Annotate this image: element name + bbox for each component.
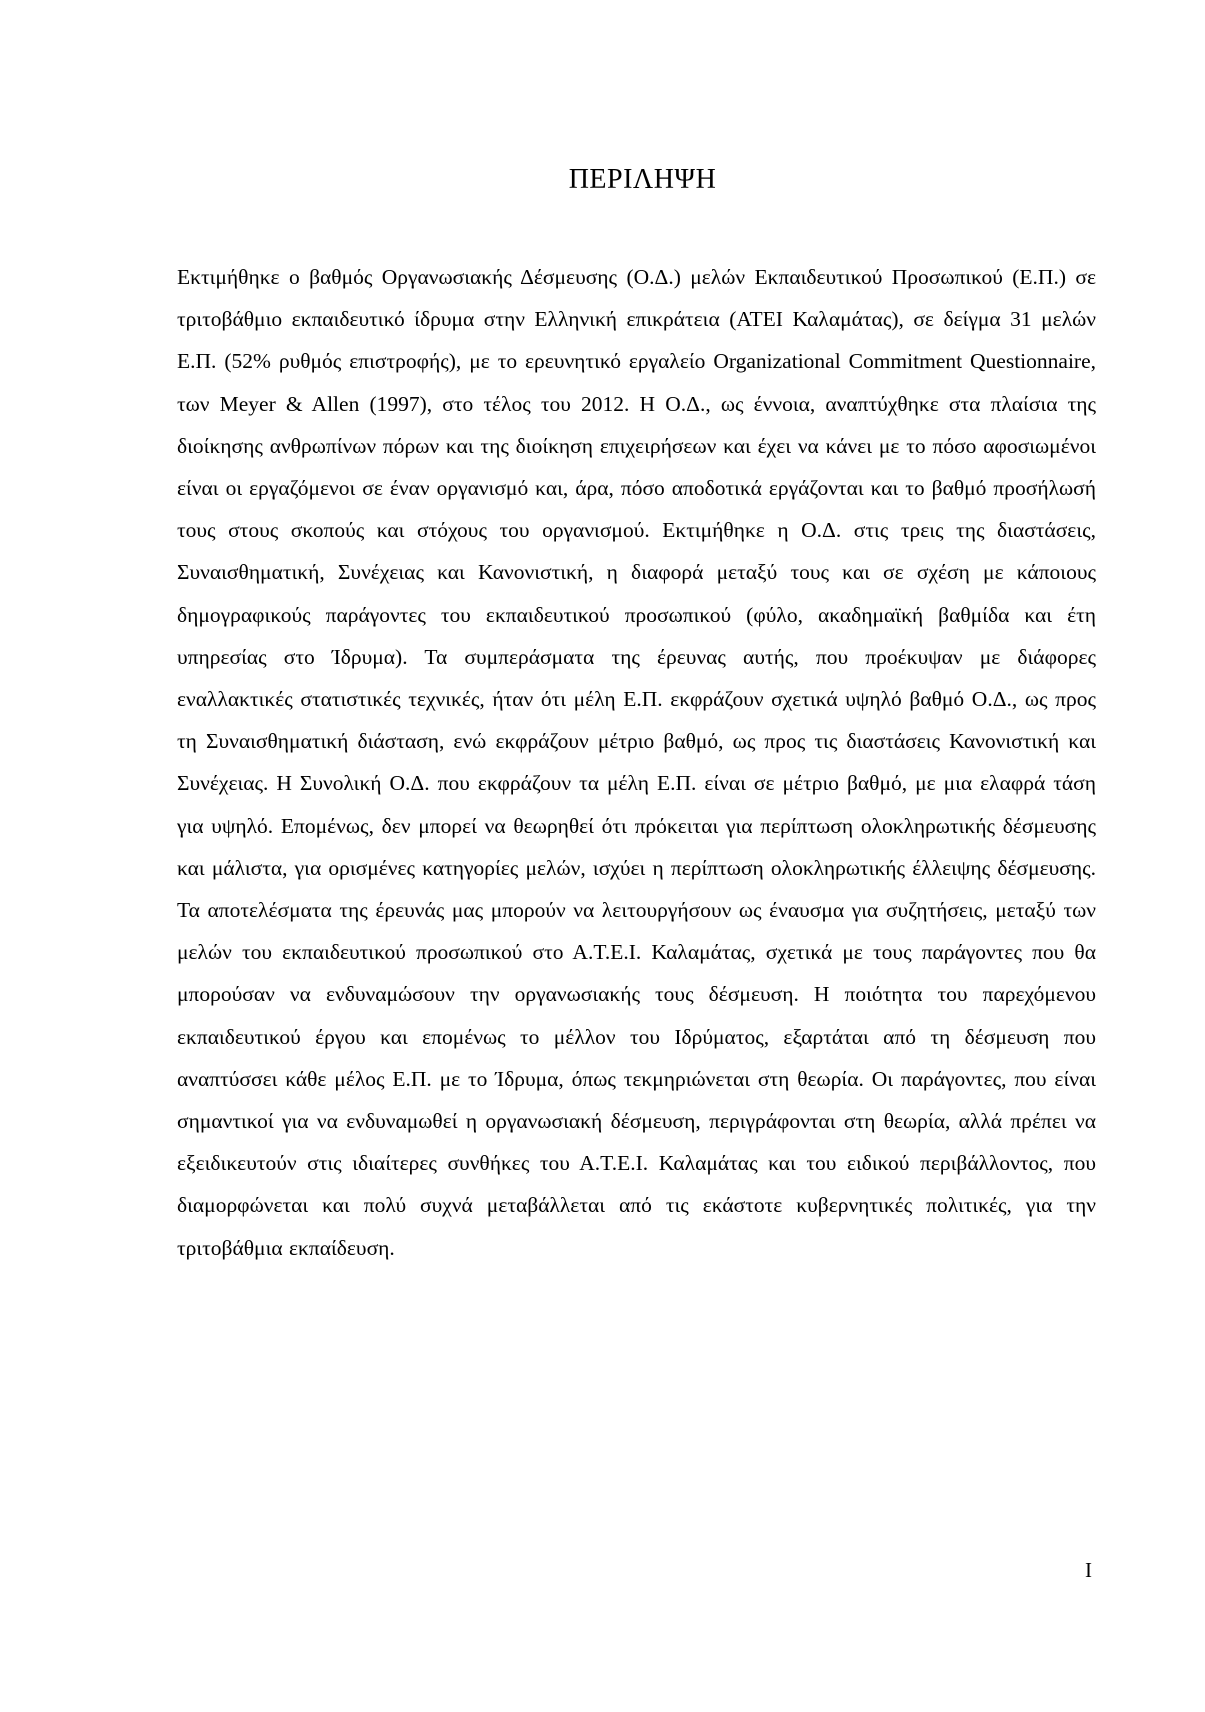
page-number: I bbox=[1085, 1558, 1092, 1582]
page-title: ΠΕΡΙΛΗΨΗ bbox=[568, 164, 717, 195]
abstract-paragraph: Εκτιμήθηκε ο βαθμός Οργανωσιακής Δέσμευσης (Ο.Δ.) μελών Εκπαιδευτικού Προσωπικού (Ε.Π.) σε τριτοβάθμιο εκπαιδευτικό ίδρυμα στην Ελληνική επικράτεια (ΑΤΕΙ Καλαμάτας), σε δείγμα 31 μελών Ε.Π. (52% ρυθμός επιστροφής), με το ερευνητικό εργαλείο Organizational Commitment Questionnaire, των Meyer & Allen (1997), στο τέλος του 2012. Η Ο.Δ., ως έννοια, αναπτύχθηκε στα πλαίσια της διοίκησης ανθρωπίνων πόρων και της διοίκηση επιχειρήσεων και έχει να κάνει με το πόσο αφοσιωμένοι είναι οι εργαζόμενοι σε έναν οργανισμό και, άρα, πόσο αποδοτικά εργάζονται και το βαθμό προσήλωσή τους στους σκοπούς και στόχους του οργανισμού. Εκτιμήθηκε η Ο.Δ. στις τρεις της διαστάσεις, Συναισθηματική, Συνέχειας και Κανονιστική, η διαφορά μεταξύ τους και σε σχέση με κάποιους δημογραφικούς παράγοντες του εκπαιδευτικού προσωπικού (φύλο, ακαδημαϊκή βαθμίδα και έτη υπηρεσίας στο Ίδρυμα). Τα συμπεράσματα της έρευνας αυτής, που προέκυψαν με διάφορες εναλλακτικές στατιστικές τεχνικές, ήταν ότι μέλη Ε.Π. εκφράζουν σχετικά υψηλό βαθμό Ο.Δ., ως προς τη Συναισθηματική διάσταση, ενώ εκφράζουν μέτριο βαθμό, ως προς τις διαστάσεις Κανονιστική και Συνέχειας. Η Συνολική Ο.Δ. που εκφράζουν τα μέλη Ε.Π. είναι σε μέτριο βαθμό, με μια ελαφρά τάση για υψηλό. Επομένως, δεν μπορεί να θεωρηθεί ότι πρόκειται για περίπτωση ολοκληρωτικής δέσμευσης και μάλιστα, για ορισμένες κατηγορίες μελών, ισχύει η περίπτωση ολοκληρωτικής έλλειψης δέσμευσης. Τα αποτελέσματα της έρευνάς μας μπορούν να λειτουργήσουν ως έναυσμα για συζητήσεις, μεταξύ των μελών του εκπαιδευτικού προσωπικού στο Α.Τ.Ε.Ι. Καλαμάτας, σχετικά με τους παράγοντες που θα μπορούσαν να ενδυναμώσουν την οργανωσιακής τους δέσμευση. Η ποιότητα του παρεχόμενου εκπαιδευτικού έργου και επομένως το μέλλον του Ιδρύματος, εξαρτάται από τη δέσμευση που αναπτύσσει κάθε μέλος Ε.Π. με το Ίδρυμα, όπως τεκμηριώνεται στη θεωρία. Οι παράγοντες, που είναι σημαντικοί για να ενδυναμωθεί η οργανωσιακή δέσμευση, περιγράφονται στη θεωρία, αλλά πρέπει να εξειδικευτούν στις ιδιαίτερες συνθήκες του Α.Τ.Ε.Ι. Καλαμάτας και του ειδικού περιβάλλοντος, που διαμορφώνεται και πολύ συχνά μεταβάλλεται από τις εκάστοτε κυβερνητικές πολιτικές, για την τριτοβάθμια εκπαίδευση. bbox=[177, 265, 1096, 1260]
